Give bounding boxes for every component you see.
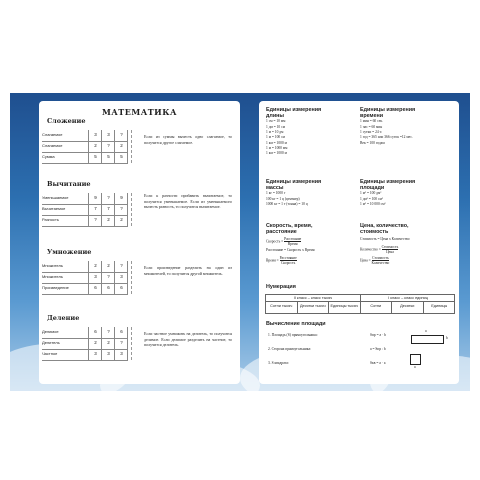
cell-value: 2 (107, 263, 110, 268)
numeration-table (265, 294, 455, 314)
column-divider (101, 193, 102, 226)
time-units-block (360, 107, 456, 146)
cell-value: ? (94, 217, 97, 222)
cell-value: 6 (120, 285, 123, 290)
price-title-1: Цена, количество, (360, 223, 409, 229)
length-line: 1 см = 10 мм (266, 119, 286, 124)
numeration-column: Десятки (392, 302, 424, 314)
cell-value: 5 (107, 154, 110, 159)
cell-value: 5 (120, 154, 123, 159)
cell-value: 6 (94, 285, 97, 290)
column-divider (127, 193, 128, 226)
table-row (42, 216, 132, 224)
column-divider (88, 193, 89, 226)
cell-value: ? (107, 274, 110, 279)
row-label: Множитель (42, 263, 63, 268)
price-block (360, 223, 456, 265)
column-divider (114, 130, 115, 163)
denominator: Цена (386, 249, 394, 254)
area-line: 1 дм² = 100 см² (360, 196, 383, 201)
length-title-1: Единицы измерения (266, 107, 322, 113)
row-label: Произведение (42, 285, 69, 290)
length-line: 1 м = 10 дм (266, 130, 284, 134)
area-formula: Sкв = a · a (370, 361, 386, 365)
fraction (382, 245, 399, 254)
column-divider (88, 261, 89, 294)
row-label: Слагаемое (42, 132, 63, 137)
table-row (42, 328, 132, 336)
table-row (42, 142, 132, 150)
column-divider (88, 327, 89, 360)
square-figure (410, 354, 421, 365)
cell-value: ? (107, 195, 110, 200)
rule-text: Если из суммы вычесть одно слагаемое, то получится другое слагаемое. (144, 134, 232, 145)
area-calc-item: 3. S квадрата: (268, 361, 289, 365)
left-page (39, 101, 240, 384)
formula-lhs: Скорость = (266, 239, 284, 244)
area-line: 1 м² = 10 000 см² (360, 202, 386, 206)
length-line: 1 дм = 10 см (266, 124, 285, 129)
cell-value: ? (120, 132, 123, 137)
fraction (280, 256, 297, 265)
numeration-column: Единицы (431, 304, 448, 308)
length-line: 1 м = 1000 мм (266, 145, 288, 150)
cell-value: 2 (120, 217, 123, 222)
numeration-column: Сотни тысяч (266, 302, 298, 314)
cell-value: 2 (94, 263, 97, 268)
cell-value: 9 (94, 195, 97, 200)
time-line: Век = 100 годам (360, 140, 385, 145)
row-divider (42, 294, 128, 295)
column-divider (101, 130, 102, 163)
page-title: МАТЕМАТИКА (101, 107, 178, 117)
rule-text: Если к разности прибавить вычитаемое, то получится уменьшаемое. Если из уменьшаемого вычесть разность, то получится вычитаемое. (144, 193, 232, 210)
cell-value: ? (107, 143, 110, 148)
cell-value: 6 (94, 329, 97, 334)
area-calc-item: 2. Сторона прямоугольника: (268, 347, 312, 351)
cell-value: 3 (107, 132, 110, 137)
cell-value: 2 (107, 217, 110, 222)
fraction (372, 256, 390, 265)
rectangle-figure (411, 335, 444, 344)
denominator: Скорость (281, 260, 296, 265)
square-side-label: a (414, 365, 416, 369)
area-calc-item: 1. Площадь (S) прямоугольника: (268, 333, 318, 337)
column-divider (127, 130, 128, 163)
area-line: 1 м² = 100 дм² (360, 191, 382, 196)
cell-value: 7 (107, 206, 110, 211)
cell-value: 3 (94, 274, 97, 279)
cell-value: 9 (120, 195, 123, 200)
time-title-1: Единицы измерения (360, 107, 416, 113)
column-divider (101, 261, 102, 294)
row-label: Делимое (42, 329, 59, 334)
cell-value: ? (120, 206, 123, 211)
dashed-separator (131, 130, 132, 163)
notebook-cover (10, 93, 470, 391)
column-divider (114, 261, 115, 294)
row-label: Частное (42, 351, 58, 356)
dashed-separator (131, 327, 132, 360)
cell-value: 6 (120, 329, 123, 334)
row-label: Множитель (42, 274, 63, 279)
column-divider (127, 261, 128, 294)
row-label: Разность (42, 217, 59, 222)
row-label: Сумма (42, 154, 55, 159)
time-line: 1 год = 365 или 366 суток =12 мес. (360, 135, 413, 140)
column-divider (114, 193, 115, 226)
area-formula: Sпр = a · b (370, 333, 386, 337)
row-label: Вычитаемое (42, 206, 66, 211)
time-title-2: времени (360, 113, 384, 120)
side-a-label: a (425, 329, 427, 333)
row-divider (42, 360, 128, 361)
table-row (42, 131, 132, 139)
denominator: Время (287, 242, 298, 247)
cell-value: 3 (120, 351, 123, 356)
numeration-column: Единицы тысяч (329, 302, 361, 314)
cell-value: 2 (94, 340, 97, 345)
table-row (42, 153, 132, 161)
length-line: 1 км = 1000 м (266, 140, 287, 145)
formula-lhs: Цена = (360, 258, 371, 263)
cell-value: ? (120, 263, 123, 268)
dashed-separator (131, 193, 132, 226)
row-divider (42, 226, 128, 227)
area-calc-title: Вычисление площади (266, 321, 326, 327)
time-line: 1 час = 60 мин (360, 124, 383, 129)
mass-units-block (266, 179, 356, 207)
table-row (42, 205, 132, 213)
formula-lhs: Количество = (360, 247, 381, 252)
cell-value: 2 (94, 143, 97, 148)
column-divider (88, 130, 89, 163)
table-row (42, 273, 132, 281)
mass-title-1: Единицы измерения (266, 179, 322, 185)
table-row (42, 194, 132, 202)
row-label: Слагаемое (42, 143, 63, 148)
cell-value: 3 (107, 351, 110, 356)
speed-formula-1 (266, 237, 358, 246)
side-b-label: b (446, 336, 448, 340)
formula-lhs: Время = (266, 258, 279, 263)
row-divider (42, 163, 128, 164)
table-row (42, 339, 132, 347)
column-divider (114, 327, 115, 360)
fraction (284, 237, 301, 246)
cell-value: 3 (94, 351, 97, 356)
section-title: Вычитание (47, 180, 91, 188)
rule-text: Если частное умножить на делитель, то получится делимое. Если делимое разделить на частное, то получится делитель. (144, 331, 232, 348)
cell-value: ? (107, 329, 110, 334)
mass-title-2: массы (266, 185, 284, 192)
numerator: Стоимость (381, 244, 399, 249)
numerator: Расстояние (279, 255, 297, 260)
cell-value: 2 (120, 143, 123, 148)
speed-title-2: расстояние (266, 229, 297, 236)
price-formula-3 (360, 256, 456, 265)
table-row (42, 350, 132, 358)
cell-value: 7 (94, 206, 97, 211)
speed-title-1: Скорость, время, (266, 223, 313, 229)
dashed-separator (131, 261, 132, 294)
right-page (259, 101, 459, 384)
speed-block (266, 223, 358, 265)
rule-text: Если произведение разделить на один из множителей, то получится другой множитель. (144, 265, 232, 276)
column-divider (127, 327, 128, 360)
numeration-title: Нумерация (266, 284, 296, 290)
time-line: 1 мин = 60 сек. (360, 119, 384, 124)
length-line: 1 км = 1000 м (266, 151, 287, 156)
length-units-block (266, 107, 356, 156)
cell-value: 3 (120, 274, 123, 279)
price-formula-1: Стоимость = Цена x Количество (360, 237, 410, 242)
section-title: Деление (47, 314, 80, 322)
area-units-block (360, 179, 456, 207)
area-formula: a = Sпр : b (370, 347, 386, 351)
area-title-2: площади (360, 185, 385, 192)
column-divider (101, 327, 102, 360)
row-label: Делитель (42, 340, 60, 345)
mass-line: 1 кг = 1000 г (266, 191, 286, 196)
cell-value: 2 (107, 340, 110, 345)
mass-line: 100 кг = 1 ц (центнер) (266, 196, 300, 201)
row-label: Уменьшаемое (42, 195, 69, 200)
area-title-1: Единицы измерения (360, 179, 416, 185)
cell-value: ? (120, 340, 123, 345)
length-title-2: длины (266, 113, 285, 120)
speed-formula-3 (266, 256, 358, 265)
numerator: Стоимость (372, 255, 389, 260)
time-line: 1 сутки = 24 ч (360, 130, 382, 134)
speed-formula-2: Расстояние = Скорость x Время (266, 248, 315, 253)
price-title-2: стоимость (360, 229, 389, 236)
mass-line: 1000 кг = 1 т (тонна) = 10 ц (266, 202, 308, 206)
cell-value: 3 (94, 132, 97, 137)
table-row (42, 262, 132, 270)
denominator: Количество (371, 260, 390, 265)
numeration-column: Десятки тысяч (298, 302, 330, 314)
section-title: Сложение (47, 117, 86, 125)
class-thousands: II класс – класс тысяч (266, 295, 361, 302)
numerator: Расстояние (284, 237, 302, 242)
numeration-column: Сотни (361, 302, 393, 314)
cell-value: 5 (94, 154, 97, 159)
cell-value: 6 (107, 285, 110, 290)
class-units: I класс – класс единиц (361, 295, 455, 302)
length-line: 1 м = 100 см (266, 135, 285, 140)
table-row (42, 284, 132, 292)
section-title: Умножение (47, 248, 92, 256)
price-formula-2 (360, 245, 456, 254)
